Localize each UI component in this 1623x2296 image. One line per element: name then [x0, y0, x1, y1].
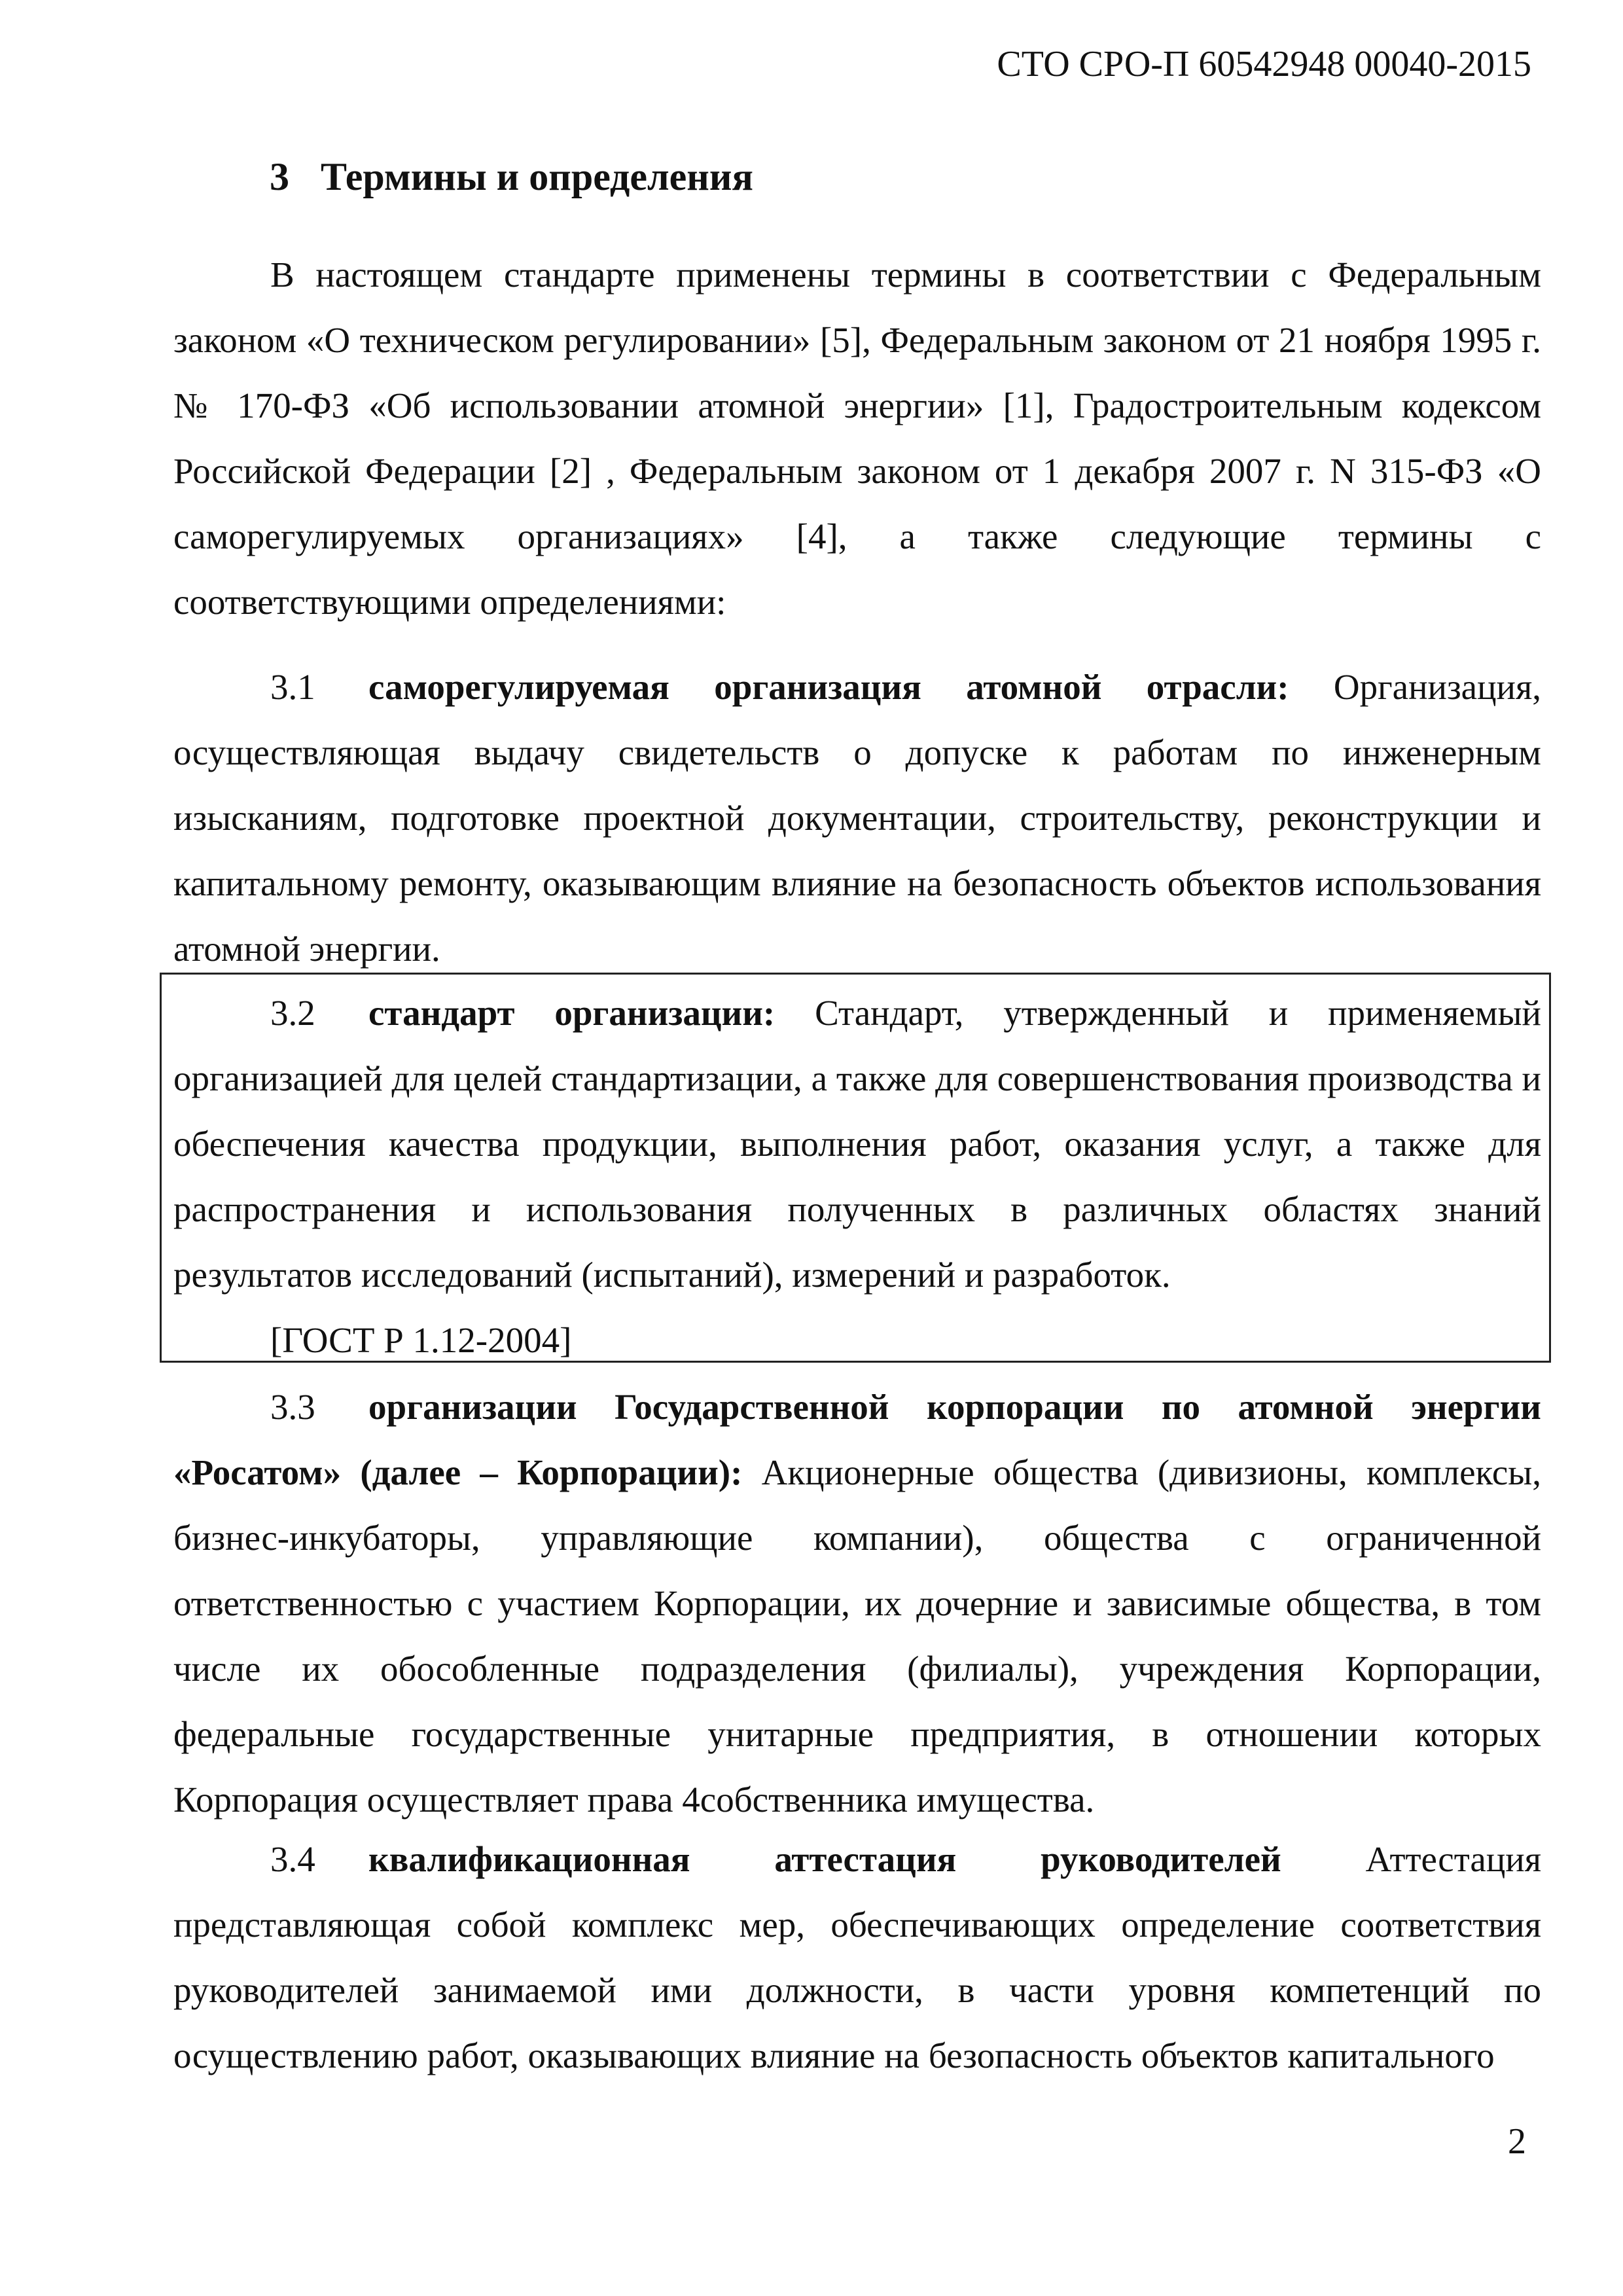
intro-paragraph: В настоящем стандарте применены термины в соответствии с Федеральным законом «О техническом регулировании» [5], Федеральным законом от 21 ноября 1995 г. № 170-ФЗ «Об использовании атомной энергии» [1], Градостроительным кодексом Российской Федерации [2] , Федеральным законом от 1 декабря 2007 г. N 315-ФЗ «О саморегулируемых организациях» [4], а также следующие термины с соответствующими определениями: — [173, 255, 1541, 622]
term-paragraph — [173, 1374, 1541, 1833]
term-paragraph — [173, 1827, 1541, 2089]
term-3-4 — [173, 1827, 1541, 2089]
section-number: 3 — [270, 155, 289, 198]
term-paragraph — [173, 655, 1541, 982]
term-name: организации Государственной корпорации по атомной энергии «Росатом» (далее – Корпорации): — [173, 1387, 1541, 1492]
term-definition: Акционерные общества (дивизионы, комплексы, бизнес-инкубаторы, управляющие компании), общества с ограниченной ответственностью с участием Корпорации, их дочерние и зависимые общества, в том числе их обособленные подразделения (филиалы), учреждения Корпорации, федеральные государственные унитарные предприятия, в отношении которых Корпорация осуществляет права 4собственника имущества. — [173, 1452, 1542, 1820]
term-number: 3.3 — [270, 1387, 315, 1427]
term-reference: [ГОСТ Р 1.12-2004] — [270, 1320, 572, 1360]
term-number: 3.1 — [270, 667, 315, 707]
term-definition: Аттестация представляющая собой комплекс мер, обеспечивающих определение соответствия руководителей занимаемой ими должности, в части уровня компетенций по осуществлению работ, оказывающих влияние на безопасность объектов капитального — [173, 1839, 1542, 2075]
intro-paragraph-block — [173, 242, 1541, 635]
term-3-1 — [173, 655, 1541, 982]
term-name: саморегулируемая организация атомной отрасли: — [368, 667, 1289, 707]
section-heading — [270, 154, 753, 200]
term-name: квалификационная аттестация руководителей — [368, 1839, 1281, 1879]
term-3-2 — [173, 980, 1541, 1373]
document-code-header: СТО СРО-П 60542948 00040-2015 — [997, 44, 1531, 84]
term-definition: Организация, осуществляющая выдачу свидетельств о допуске к работам по инженерным изысканиям, подготовке проектной документации, строительству, реконструкции и капитальному ремонту, оказывающим влияние на безопасность объектов использования атомной энергии. — [173, 667, 1541, 969]
term-definition: Стандарт, утвержденный и применяемый организацией для целей стандартизации, а также для совершенствования производства и обеспечения качества продукции, выполнения работ, оказания услуг, а также для распространения и использования полученных в различных областях знаний результатов исследований (испытаний), измерений и разработок. — [173, 993, 1541, 1295]
page-number: 2 — [1508, 2121, 1526, 2162]
term-3-3 — [173, 1374, 1541, 1833]
term-name: стандарт организации: — [368, 993, 776, 1033]
term-paragraph — [173, 980, 1541, 1308]
section-title: Термины и определения — [321, 155, 753, 198]
term-number: 3.2 — [270, 993, 315, 1033]
term-number: 3.4 — [270, 1839, 315, 1879]
